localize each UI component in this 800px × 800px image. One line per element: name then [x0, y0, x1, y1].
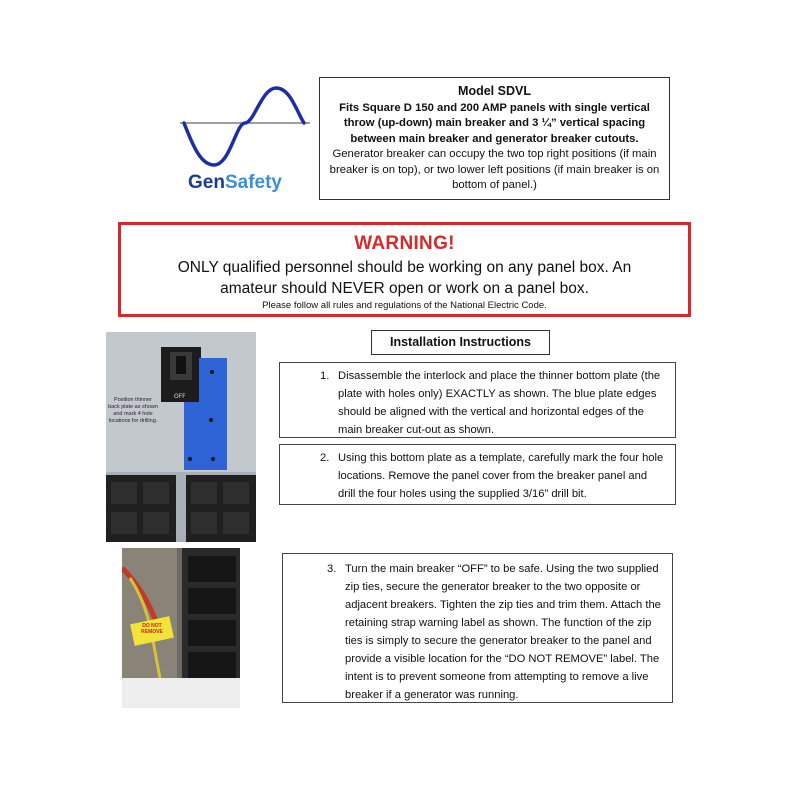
step-text: Turn the main breaker “OFF” to be safe. Using the two supplied zip ties, secure the generator breaker to the two opposite or adjacent breakers. Tighten the zip ties and trim them. Attach the retaining strap warning label as shown. The function of the zip ties is simply to secure the generator breaker to the panel and provide a visible location for the “DO NOT REMOVE” label. The intent is to prevent someone from attempting to remove a live breaker if a generator was running. [345, 563, 661, 701]
breaker-off-label: OFF [174, 393, 186, 400]
model-fits-text: Fits Square D 150 and 200 AMP panels with single vertical throw (up-down) main breaker and 3 ¼” vertical spacing between main breaker and generator breaker cutouts. [339, 101, 650, 145]
warning-line-1: ONLY qualified personnel should be working on any panel box. An [177, 259, 632, 276]
warning-title: WARNING! [354, 233, 455, 254]
brand-name [188, 172, 282, 194]
warning-body [121, 257, 688, 299]
photo1-caption: Position thinner back plate as shown and mark 4 hole locations for drilling. [108, 397, 158, 424]
model-generator-text: Generator breaker can occupy the two top right positions (if main breaker is on top), or two lower left positions (if main breaker is on bottom of panel.) [329, 148, 660, 191]
step-number: 1. [320, 370, 330, 382]
photo-panel-plate-graphic [106, 332, 256, 542]
step-3 [282, 553, 673, 703]
step-2 [279, 444, 676, 505]
installation-heading: Installation Instructions [371, 330, 550, 355]
step-1 [279, 362, 676, 438]
step-text: Using this bottom plate as a template, carefully mark the four hole locations. Remove the panel cover from the breaker panel and drill the four holes using the supplied 3/16” drill bit. [338, 452, 664, 500]
warning-note: Please follow all rules and regulations of the National Electric Code. [262, 300, 547, 311]
do-not-remove-tag: DO NOT REMOVE [141, 623, 163, 635]
step-text: Disassemble the interlock and place the thinner bottom plate (the plate with holes only) EXACTLY as shown. The blue plate edges should be aligned with the vertical and horizontal edges of the main breaker cut-out as shown. [338, 370, 661, 436]
photo-zip-ties [122, 548, 240, 708]
brand-gen: Gen [188, 172, 225, 193]
model-info-box [319, 77, 670, 200]
brand-safety: Safety [224, 172, 282, 193]
warning-line-2: amateur should NEVER open or work on a panel box. [220, 280, 589, 297]
sine-wave-icon [184, 88, 304, 165]
step-number: 2. [320, 452, 330, 464]
warning-box [118, 222, 691, 317]
step-number: 3. [327, 563, 337, 575]
model-title: Model SDVL [458, 84, 531, 98]
photo-panel-plate [106, 332, 256, 542]
